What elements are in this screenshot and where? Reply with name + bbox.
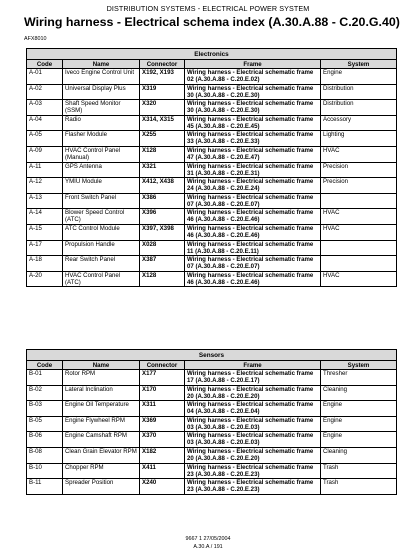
- cell-system: Trash: [321, 479, 397, 495]
- cell-frame: Wiring harness - Electrical schematic frame 47 (A.30.A.88 - C.20.E.47): [185, 146, 321, 162]
- cell-name: Spreader Position: [63, 479, 140, 495]
- sensors-table: [26, 349, 397, 495]
- footer-page-number: A.30.A / 191: [193, 544, 223, 550]
- cell-connector: X386: [140, 193, 185, 209]
- table-row: [27, 115, 397, 131]
- cell-name: GPS Antenna: [63, 162, 140, 178]
- cell-frame: Wiring harness - Electrical schematic frame 07 (A.30.A.88 - C.20.E.07): [185, 256, 321, 272]
- electronics-table-body: [27, 69, 397, 287]
- cell-code: A-13: [27, 193, 63, 209]
- cell-frame: Wiring harness - Electrical schematic frame 24 (A.30.A.88 - C.20.E.24): [185, 178, 321, 194]
- cell-code: A-11: [27, 162, 63, 178]
- table-row: [27, 240, 397, 256]
- cell-name: Engine Camshaft RPM: [63, 432, 140, 448]
- cell-code: B-11: [27, 479, 63, 495]
- cell-name: Engine Flywheel RPM: [63, 416, 140, 432]
- cell-code: A-18: [27, 256, 63, 272]
- cell-code: A-03: [27, 100, 63, 116]
- table-row: [27, 479, 397, 495]
- cell-name: HVAC Control Panel (ATC): [63, 271, 140, 287]
- cell-code: B-08: [27, 447, 63, 463]
- cell-system: HVAC: [321, 271, 397, 287]
- cell-system: Cleaning: [321, 447, 397, 463]
- cell-frame: Wiring harness - Electrical schematic frame 20 (A.30.A.88 - C.20.E.20): [185, 447, 321, 463]
- cell-connector: X240: [140, 479, 185, 495]
- column-header-code: Code: [27, 60, 63, 69]
- column-header-connector: Connector: [140, 361, 185, 370]
- cell-system: [321, 193, 397, 209]
- cell-code: A-20: [27, 271, 63, 287]
- cell-name: Lateral Inclination: [63, 385, 140, 401]
- cell-system: HVAC: [321, 224, 397, 240]
- cell-frame: Wiring harness - Electrical schematic frame 31 (A.30.A.88 - C.20.E.31): [185, 162, 321, 178]
- cell-frame: Wiring harness - Electrical schematic frame 30 (A.30.A.88 - C.20.E.30): [185, 100, 321, 116]
- cell-system: Engine: [321, 401, 397, 417]
- cell-frame: Wiring harness - Electrical schematic frame 30 (A.30.A.88 - C.20.E.30): [185, 84, 321, 100]
- cell-connector: X128: [140, 146, 185, 162]
- cell-frame: Wiring harness - Electrical schematic frame 23 (A.30.A.88 - C.20.E.23): [185, 463, 321, 479]
- cell-system: Distribution: [321, 100, 397, 116]
- cell-frame: Wiring harness - Electrical schematic frame 11 (A.30.A.88 - C.20.E.11): [185, 240, 321, 256]
- cell-name: Clean Grain Elevator RPM: [63, 447, 140, 463]
- cell-connector: X128: [140, 271, 185, 287]
- document-reference: AFX8010: [24, 36, 47, 42]
- cell-code: A-02: [27, 84, 63, 100]
- cell-frame: Wiring harness - Electrical schematic frame 03 (A.30.A.88 - C.20.E.03): [185, 416, 321, 432]
- cell-name: Iveco Engine Control Unit: [63, 69, 140, 85]
- cell-frame: Wiring harness - Electrical schematic frame 04 (A.30.A.88 - C.20.E.04): [185, 401, 321, 417]
- cell-system: Precision: [321, 162, 397, 178]
- cell-system: HVAC: [321, 209, 397, 225]
- cell-name: Rear Switch Panel: [63, 256, 140, 272]
- cell-connector: X182: [140, 447, 185, 463]
- cell-connector: X177: [140, 370, 185, 386]
- sensors-section-title: Sensors: [27, 350, 397, 361]
- cell-connector: X387: [140, 256, 185, 272]
- table-row: [27, 370, 397, 386]
- cell-system: Precision: [321, 178, 397, 194]
- column-header-connector: Connector: [140, 60, 185, 69]
- cell-code: B-06: [27, 432, 63, 448]
- cell-name: Chopper RPM: [63, 463, 140, 479]
- table-row: [27, 463, 397, 479]
- table-row: [27, 224, 397, 240]
- cell-code: A-15: [27, 224, 63, 240]
- cell-system: [321, 240, 397, 256]
- cell-connector: X370: [140, 432, 185, 448]
- table-row: [27, 146, 397, 162]
- cell-connector: X320: [140, 100, 185, 116]
- cell-connector: X411: [140, 463, 185, 479]
- table-row: [27, 271, 397, 287]
- cell-system: Lighting: [321, 131, 397, 147]
- footer-date: 9667 1 27/05/2004: [185, 536, 231, 542]
- sensors-table-body: [27, 370, 397, 495]
- column-header-name: Name: [63, 60, 140, 69]
- cell-frame: Wiring harness - Electrical schematic frame 07 (A.30.A.88 - C.20.E.07): [185, 193, 321, 209]
- cell-code: A-09: [27, 146, 63, 162]
- cell-code: B-10: [27, 463, 63, 479]
- cell-name: Radio: [63, 115, 140, 131]
- cell-name: ATC Control Module: [63, 224, 140, 240]
- table-row: [27, 432, 397, 448]
- cell-connector: X412, X438: [140, 178, 185, 194]
- cell-system: Engine: [321, 416, 397, 432]
- cell-code: A-12: [27, 178, 63, 194]
- column-header-frame: Frame: [185, 60, 321, 69]
- column-header-code: Code: [27, 361, 63, 370]
- cell-connector: X396: [140, 209, 185, 225]
- cell-frame: Wiring harness - Electrical schematic frame 20 (A.30.A.88 - C.20.E.20): [185, 385, 321, 401]
- table-row: [27, 416, 397, 432]
- cell-system: HVAC: [321, 146, 397, 162]
- cell-connector: X369: [140, 416, 185, 432]
- cell-connector: X397, X398: [140, 224, 185, 240]
- electronics-table: [26, 48, 397, 287]
- cell-system: Accessory: [321, 115, 397, 131]
- cell-code: A-14: [27, 209, 63, 225]
- cell-code: B-02: [27, 385, 63, 401]
- cell-code: B-05: [27, 416, 63, 432]
- table-row: [27, 401, 397, 417]
- cell-frame: Wiring harness - Electrical schematic frame 03 (A.30.A.88 - C.20.E.03): [185, 432, 321, 448]
- cell-system: [321, 256, 397, 272]
- column-header-system: System: [321, 60, 397, 69]
- cell-name: Rotor RPM: [63, 370, 140, 386]
- cell-connector: X314, X315: [140, 115, 185, 131]
- cell-code: B-03: [27, 401, 63, 417]
- table-row: [27, 447, 397, 463]
- cell-code: B-01: [27, 370, 63, 386]
- cell-connector: X028: [140, 240, 185, 256]
- table-row: [27, 178, 397, 194]
- cell-connector: X192, X193: [140, 69, 185, 85]
- electronics-section-title: Electronics: [27, 49, 397, 60]
- cell-system: Trash: [321, 463, 397, 479]
- cell-name: Engine Oil Temperature: [63, 401, 140, 417]
- table-row: [27, 209, 397, 225]
- table-row: [27, 131, 397, 147]
- cell-code: A-04: [27, 115, 63, 131]
- table-row: [27, 193, 397, 209]
- column-header-system: System: [321, 361, 397, 370]
- cell-name: Shaft Speed Monitor (SSM): [63, 100, 140, 116]
- cell-frame: Wiring harness - Electrical schematic frame 02 (A.30.A.88 - C.20.E.02): [185, 69, 321, 85]
- cell-connector: X170: [140, 385, 185, 401]
- page-header: DISTRIBUTION SYSTEMS - ELECTRICAL POWER SYSTEM: [106, 4, 310, 13]
- cell-frame: Wiring harness - Electrical schematic frame 46 (A.30.A.88 - C.20.E.46): [185, 209, 321, 225]
- cell-name: Propulsion Handle: [63, 240, 140, 256]
- cell-code: A-05: [27, 131, 63, 147]
- cell-frame: Wiring harness - Electrical schematic frame 46 (A.30.A.88 - C.20.E.46): [185, 224, 321, 240]
- cell-name: YMIU Module: [63, 178, 140, 194]
- cell-name: Flasher Module: [63, 131, 140, 147]
- table-row: [27, 385, 397, 401]
- cell-frame: Wiring harness - Electrical schematic frame 33 (A.30.A.88 - C.20.E.33): [185, 131, 321, 147]
- cell-system: Distribution: [321, 84, 397, 100]
- cell-code: A-17: [27, 240, 63, 256]
- cell-connector: X255: [140, 131, 185, 147]
- cell-system: Cleaning: [321, 385, 397, 401]
- cell-connector: X321: [140, 162, 185, 178]
- cell-name: Front Switch Panel: [63, 193, 140, 209]
- table-row: [27, 256, 397, 272]
- table-row: [27, 69, 397, 85]
- table-row: [27, 84, 397, 100]
- cell-name: HVAC Control Panel (Manual): [63, 146, 140, 162]
- page-title: Wiring harness - Electrical schema index (A.30.A.88 - C.20.G.40): [24, 15, 400, 29]
- cell-name: Universal Display Plus: [63, 84, 140, 100]
- cell-frame: Wiring harness - Electrical schematic frame 45 (A.30.A.88 - C.20.E.45): [185, 115, 321, 131]
- cell-code: A-01: [27, 69, 63, 85]
- cell-frame: Wiring harness - Electrical schematic frame 23 (A.30.A.88 - C.20.E.23): [185, 479, 321, 495]
- cell-system: Engine: [321, 432, 397, 448]
- cell-system: Thresher: [321, 370, 397, 386]
- table-row: [27, 100, 397, 116]
- column-header-frame: Frame: [185, 361, 321, 370]
- cell-connector: X311: [140, 401, 185, 417]
- cell-system: Engine: [321, 69, 397, 85]
- cell-frame: Wiring harness - Electrical schematic frame 46 (A.30.A.88 - C.20.E.46): [185, 271, 321, 287]
- column-header-name: Name: [63, 361, 140, 370]
- cell-connector: X319: [140, 84, 185, 100]
- cell-name: Blower Speed Control (ATC): [63, 209, 140, 225]
- table-row: [27, 162, 397, 178]
- cell-frame: Wiring harness - Electrical schematic frame 17 (A.30.A.88 - C.20.E.17): [185, 370, 321, 386]
